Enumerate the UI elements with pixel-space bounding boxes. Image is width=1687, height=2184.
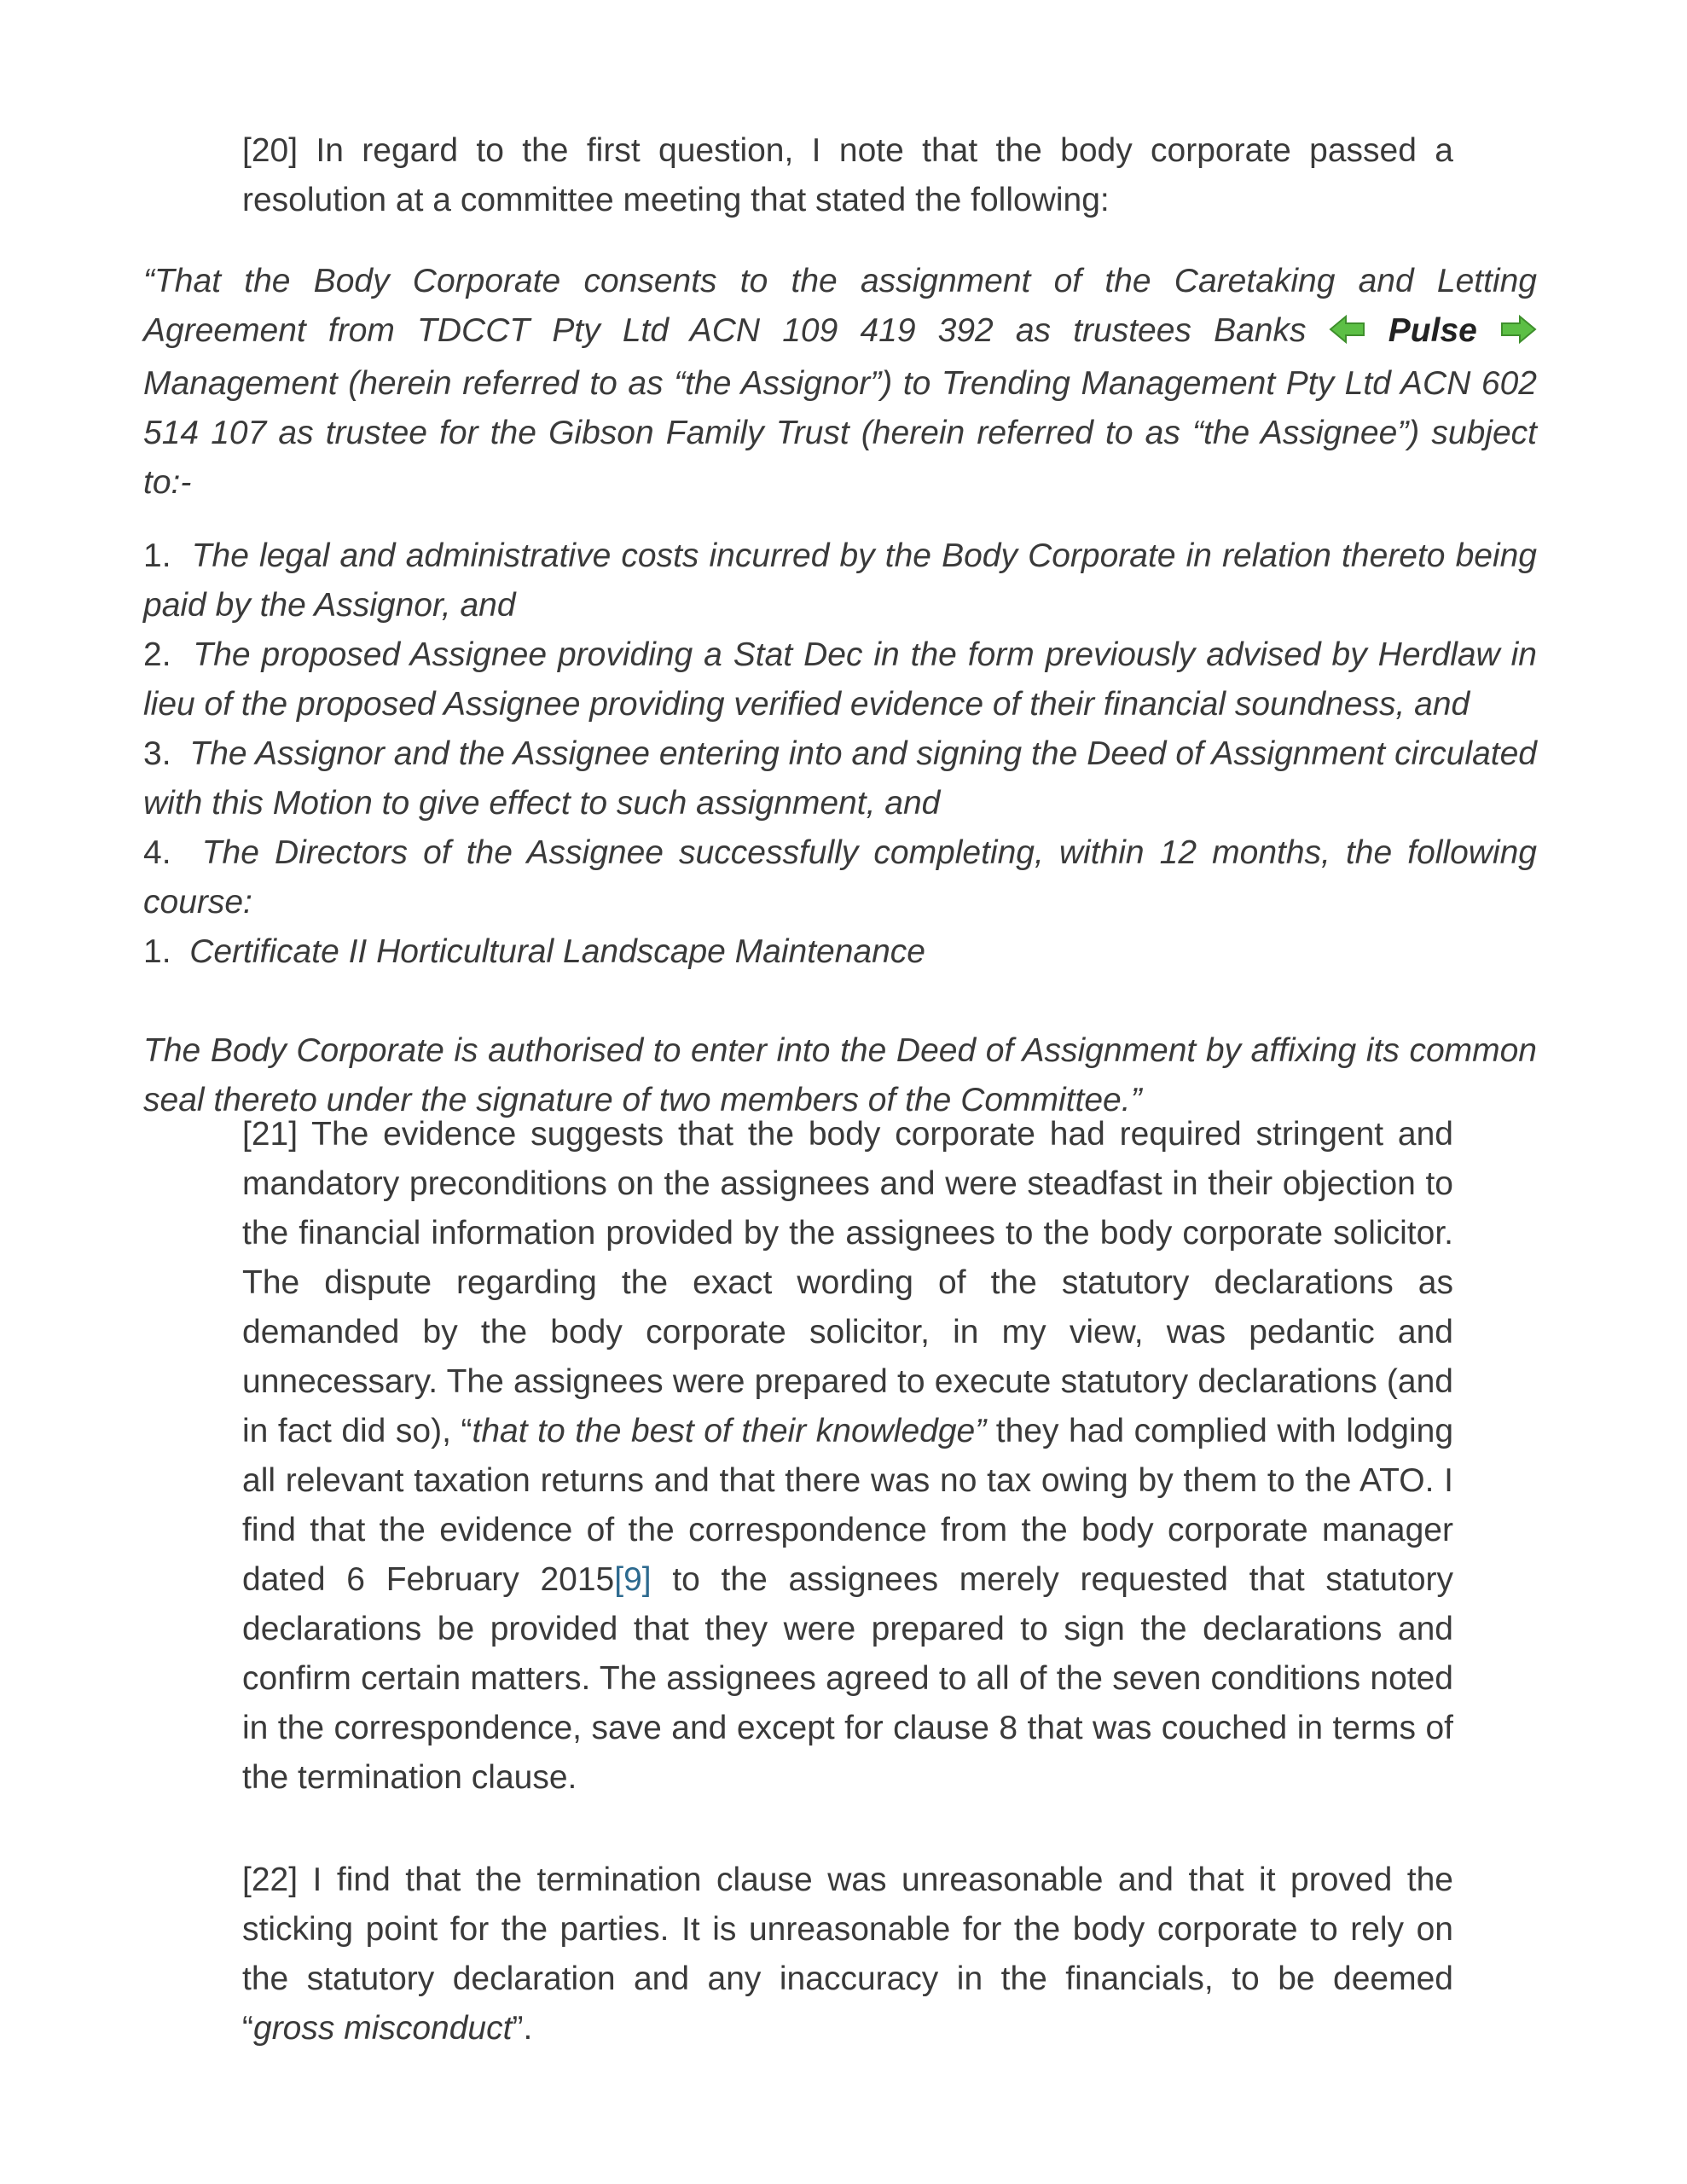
arrow-left-icon [1329, 310, 1366, 359]
pulse-label: Pulse [1388, 312, 1477, 349]
footnote-link[interactable]: [9] [614, 1561, 652, 1598]
course-number: 1. [143, 933, 171, 970]
paragraph-22-part2: ”. [512, 2010, 533, 2047]
resolution-intro-end: Management (herein referred to as “the Assignor”) to Trending Management Pty Ltd ACN 602 514 107 as trustee for the Gibson Family Trust (herein referred to as “the Assignee”) subject to:- [143, 365, 1537, 501]
condition-text: The Assignor and the Assignee entering into and signing the Deed of Assignment circulated with this Motion to give effect to such assignment, and [143, 735, 1537, 822]
paragraph-21-italic: that to the best of their knowledge” [472, 1413, 987, 1449]
course-text: Certificate II Horticultural Landscape Maintenance [189, 933, 925, 970]
condition-text: The legal and administrative costs incurred by the Body Corporate in relation thereto being paid by the Assignor, and [143, 537, 1537, 624]
resolution-intro-start: “That the Body Corporate consents to the assignment of the Caretaking and Letting Agreement from TDCCT Pty Ltd ACN 109 419 392 as trustees Banks [143, 263, 1537, 349]
paragraph-21-part1: [21] The evidence suggests that the body corporate had required stringent and mandatory preconditions on the assignees and were steadfast in their objection to the financial information provided by the assignees to the body corporate solicitor. The dispute regarding the exact wording of the statutory declarations as demanded by the body corporate solicitor, in my view, was pedantic and unnecessary. The assignees were prepared to execute statutory declarations (and in fact did so), “ [242, 1116, 1453, 1449]
arrow-right-icon [1499, 310, 1537, 359]
condition-text: The Directors of the Assignee successfully completing, within 12 months, the following course: [143, 834, 1537, 921]
condition-number: 2. [143, 636, 171, 673]
paragraph-21-part3: to the assignees merely requested that statutory declarations be provided that they were prepared to sign the declarations and confirm certain matters. The assignees agreed to all of the seven conditions noted in the correspondence, save and except for clause 8 that was couched in terms of the termination clause. [242, 1561, 1454, 1796]
condition-item-3 [143, 729, 1537, 828]
resolution-quote [143, 257, 1537, 1125]
course-item-1 [143, 927, 1537, 977]
paragraph-20 [242, 126, 1453, 225]
paragraph-20-text: [20] In regard to the first question, I note that the body corporate passed a resolution at a committee meeting that stated the following: [242, 132, 1453, 218]
resolution-intro [143, 257, 1537, 508]
condition-item-4 [143, 828, 1537, 927]
condition-number: 1. [143, 537, 171, 574]
condition-item-1 [143, 531, 1537, 630]
paragraph-22 [242, 1856, 1453, 2053]
condition-text: The proposed Assignee providing a Stat Dec in the form previously advised by Herdlaw in lieu of the proposed Assignee providing verified evidence of their financial soundness, and [143, 636, 1537, 723]
paragraph-21 [242, 1110, 1453, 1803]
condition-number: 3. [143, 735, 171, 772]
condition-number: 4. [143, 834, 171, 871]
resolution-closing: The Body Corporate is authorised to enter into the Deed of Assignment by affixing its common seal thereto under the signature of two members of the Committee.” [143, 1032, 1537, 1118]
paragraph-21-part2: they had complied with lodging all relevant taxation returns and that there was no tax owing by them to the ATO. I find that the evidence of the correspondence from the body corporate manager dated 6 February 2015 [242, 1413, 1454, 1598]
condition-item-2 [143, 630, 1537, 729]
paragraph-22-part1: [22] I find that the termination clause was unreasonable and that it proved the sticking point for the parties. It is unreasonable for the body corporate to rely on the statutory declaration and any inaccuracy in the financials, to be deemed “ [242, 1862, 1453, 2047]
paragraph-22-italic: gross misconduct [253, 2010, 513, 2047]
